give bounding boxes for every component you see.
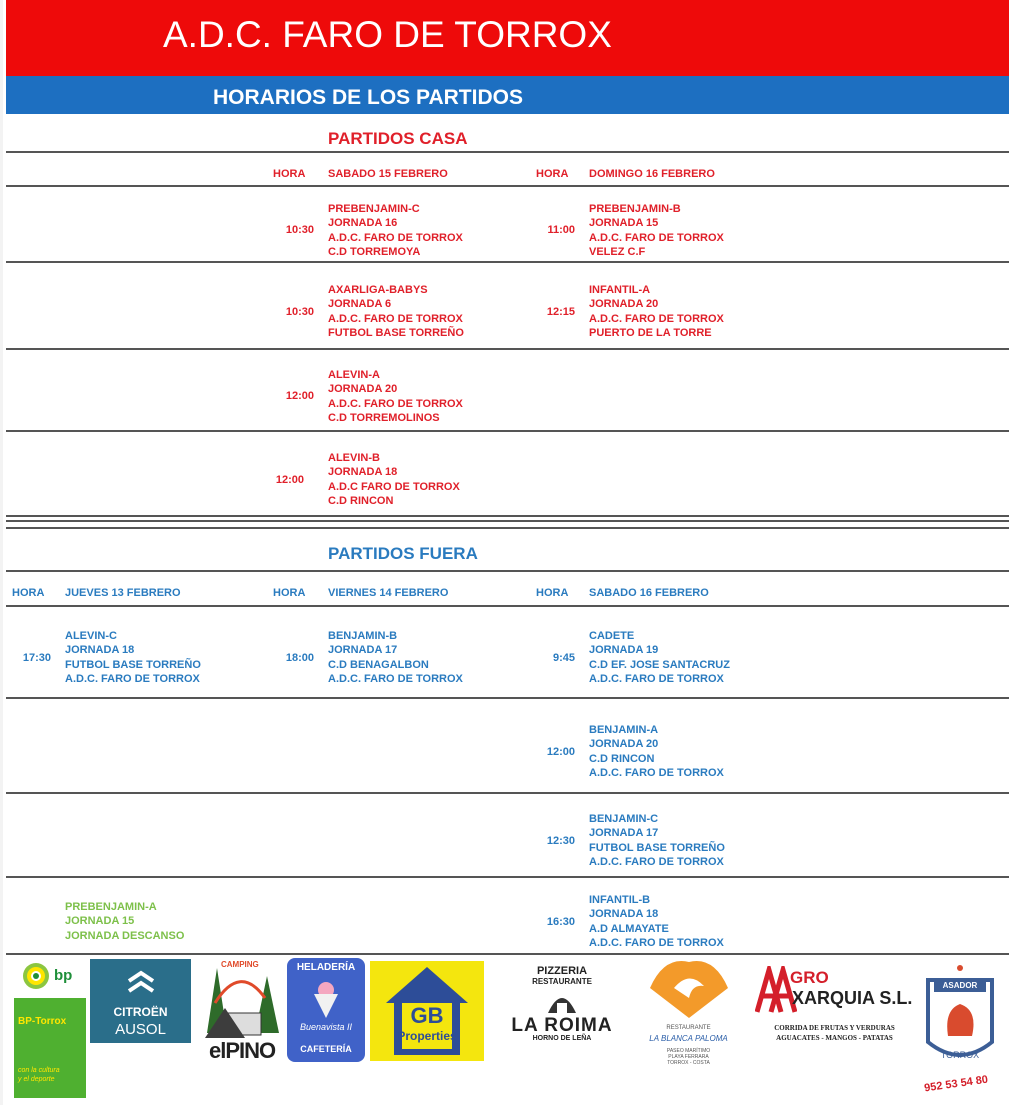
match-home-team: FUTBOL BASE TORREÑO bbox=[65, 658, 201, 671]
agro-l3: CORRIDA DE FRUTAS Y VERDURAS bbox=[774, 1024, 895, 1032]
match-time: 12:30 bbox=[546, 835, 575, 847]
home-day-header-2: DOMINGO 16 FEBRERO bbox=[589, 168, 715, 180]
bp-tagline-2: y el deporte bbox=[18, 1076, 55, 1083]
match-away-team: PUERTO DE LA TORRE bbox=[589, 326, 712, 339]
match-time: 9:45 bbox=[552, 652, 575, 664]
match-block bbox=[65, 629, 201, 686]
match-round: JORNADA 15 bbox=[589, 217, 659, 230]
match-category: ALEVIN-C bbox=[65, 630, 117, 642]
asador-phone: 952 53 54 80 bbox=[923, 1073, 989, 1095]
match-home-team: C.D RINCON bbox=[589, 752, 655, 765]
match-block bbox=[328, 368, 463, 425]
heladeria-mid: Buenavista II bbox=[299, 1022, 353, 1032]
match-away-team: C.D TORREMOLINOS bbox=[328, 411, 440, 424]
paloma-l3: PASEO MARÍTIMO bbox=[666, 1048, 711, 1054]
match-round: JORNADA 6 bbox=[328, 298, 392, 311]
match-time: 10:30 bbox=[285, 224, 314, 236]
match-away-team: C.D RINCON bbox=[328, 494, 394, 507]
match-home-team: C.D EF. JOSE SANTACRUZ bbox=[589, 658, 730, 671]
club-title: A.D.C. FARO DE TORROX bbox=[163, 14, 612, 55]
match-home-team: C.D BENAGALBON bbox=[328, 658, 429, 671]
match-category: PREBENJAMIN-B bbox=[589, 203, 681, 215]
bp-name: BP-Torrox bbox=[18, 1016, 67, 1027]
bp-helios-icon bbox=[14, 958, 86, 994]
match-block bbox=[589, 893, 724, 950]
agro-l4: AGUACATES - MANGOS - PATATAS bbox=[776, 1034, 893, 1042]
match-category: BENJAMIN-A bbox=[589, 724, 659, 736]
sponsor-heladeria bbox=[287, 958, 365, 1062]
divider bbox=[6, 527, 1009, 529]
match-category: ALEVIN-B bbox=[328, 452, 380, 464]
asador-name: TORROX bbox=[940, 1050, 980, 1060]
match-away-team: C.D TORREMOYA bbox=[328, 245, 421, 258]
match-round: JORNADA 16 bbox=[328, 217, 398, 230]
ice-cream-cup-icon bbox=[309, 980, 343, 1020]
match-category: CADETE bbox=[589, 630, 635, 642]
match-away-team: A.D.C. FARO DE TORROX bbox=[65, 672, 200, 685]
heladeria-bottom: CAFETERÍA bbox=[300, 1044, 352, 1054]
match-away-team: FUTBOL BASE TORREÑO bbox=[328, 326, 464, 339]
match-home-team: A.D.C. FARO DE TORROX bbox=[328, 397, 463, 410]
match-block bbox=[328, 202, 463, 259]
schedule-subtitle: HORARIOS DE LOS PARTIDOS bbox=[213, 86, 523, 109]
shell-dove-icon bbox=[644, 958, 734, 1020]
match-block bbox=[589, 283, 724, 340]
divider bbox=[6, 261, 1009, 263]
roima-l1: PIZZERIA bbox=[536, 965, 588, 977]
sponsor-bp bbox=[14, 958, 86, 1098]
divider bbox=[6, 520, 1009, 522]
bp-brand: bp bbox=[54, 967, 73, 984]
paloma-l1: RESTAURANTE bbox=[666, 1025, 711, 1031]
roima-name: LA ROIMA bbox=[511, 1015, 613, 1036]
match-time: 18:00 bbox=[285, 652, 314, 664]
match-time: 12:00 bbox=[285, 390, 314, 402]
match-round: JORNADA 20 bbox=[589, 298, 659, 311]
asador-top: ASADOR bbox=[942, 981, 978, 990]
sponsor-asador-torrox bbox=[918, 962, 1000, 1102]
heladeria-top: HELADERÍA bbox=[296, 962, 356, 973]
divider bbox=[6, 570, 1009, 572]
divider bbox=[6, 953, 1009, 955]
match-time: 12:15 bbox=[546, 306, 575, 318]
match-round: JORNADA 18 bbox=[65, 644, 135, 657]
pine-trees-icon bbox=[195, 958, 285, 1040]
away-hora-header-2: HORA bbox=[273, 587, 306, 599]
divider bbox=[6, 697, 1009, 699]
paloma-l2: LA BLANCA PALOMA bbox=[649, 1034, 728, 1043]
divider bbox=[6, 515, 1009, 517]
match-round: JORNADA 18 bbox=[328, 466, 398, 479]
match-time: 16:30 bbox=[546, 916, 575, 928]
divider bbox=[6, 348, 1009, 350]
match-away-team: A.D.C. FARO DE TORROX bbox=[589, 936, 724, 949]
match-round: JORNADA 20 bbox=[589, 738, 659, 751]
roima-sub: HORNO DE LEÑA bbox=[532, 1035, 592, 1042]
gb-properties: Properties bbox=[397, 1029, 457, 1043]
match-category: BENJAMIN-C bbox=[589, 813, 659, 825]
agro-l2: XARQUIA S.L. bbox=[792, 988, 913, 1008]
away-day-header-1: JUEVES 13 FEBRERO bbox=[65, 587, 181, 599]
citroen-chevrons-icon bbox=[126, 967, 156, 997]
match-round: JORNADA 17 bbox=[589, 827, 659, 840]
match-round: JORNADA 20 bbox=[328, 383, 398, 396]
citroen-dealer: AUSOL bbox=[115, 1021, 166, 1038]
match-round: JORNADA 17 bbox=[328, 644, 398, 657]
match-home-team: A.D.C. FARO DE TORROX bbox=[589, 231, 724, 244]
citroen-brand: CITROËN bbox=[113, 1005, 168, 1019]
match-block bbox=[589, 723, 724, 780]
bp-tagline bbox=[18, 1066, 60, 1084]
away-hora-header-1: HORA bbox=[12, 587, 45, 599]
match-time: 17:30 bbox=[22, 652, 51, 664]
bp-tagline-1: con la cultura bbox=[18, 1067, 60, 1074]
match-category: INFANTIL-A bbox=[589, 284, 651, 296]
match-round: JORNADA 15 bbox=[65, 915, 135, 928]
match-block bbox=[589, 629, 730, 686]
sponsor-citroen bbox=[90, 959, 191, 1043]
page-edge bbox=[0, 0, 3, 1105]
pino-name: elPINO bbox=[209, 1038, 276, 1063]
match-away-team: VELEZ C.F bbox=[589, 245, 646, 258]
rest-block bbox=[65, 900, 184, 943]
oven-icon bbox=[546, 987, 578, 1015]
sponsor-camping-el-pino bbox=[195, 958, 285, 1065]
match-away-team: A.D.C. FARO DE TORROX bbox=[589, 766, 724, 779]
home-hora-header-2: HORA bbox=[536, 168, 569, 180]
match-home-team: A.D.C. FARO DE TORROX bbox=[328, 231, 463, 244]
divider bbox=[6, 792, 1009, 794]
roima-l2: RESTAURANTE bbox=[532, 977, 592, 986]
match-category: PREBENJAMIN-A bbox=[65, 901, 157, 913]
match-block bbox=[589, 812, 725, 869]
match-home-team: A.D.C. FARO DE TORROX bbox=[328, 312, 463, 325]
match-category: BENJAMIN-B bbox=[328, 630, 398, 642]
agro-l1: GRO bbox=[790, 968, 829, 987]
home-day-header-1: SABADO 15 FEBRERO bbox=[328, 168, 448, 180]
gb-mark: GB bbox=[410, 1003, 444, 1028]
match-time: 10:30 bbox=[285, 306, 314, 318]
match-block bbox=[589, 202, 724, 259]
sponsor-gb-properties bbox=[370, 961, 484, 1061]
away-hora-header-3: HORA bbox=[536, 587, 569, 599]
home-section-title: PARTIDOS CASA bbox=[328, 129, 468, 148]
match-away-team: A.D.C. FARO DE TORROX bbox=[589, 855, 724, 868]
sponsor-agro-axarquia bbox=[752, 964, 917, 1046]
away-section-title: PARTIDOS FUERA bbox=[328, 544, 478, 563]
rest-note: JORNADA DESCANSO bbox=[65, 929, 185, 942]
match-category: PREBENJAMIN-C bbox=[328, 203, 420, 215]
match-block bbox=[328, 629, 463, 686]
divider bbox=[6, 430, 1009, 432]
match-time: 12:00 bbox=[275, 474, 304, 486]
match-block bbox=[328, 451, 460, 508]
match-away-team: A.D.C. FARO DE TORROX bbox=[328, 672, 463, 685]
divider bbox=[6, 185, 1009, 187]
away-day-header-3: SABADO 16 FEBRERO bbox=[589, 587, 709, 599]
match-home-team: A.D ALMAYATE bbox=[589, 922, 669, 935]
sponsor-la-roima bbox=[496, 963, 628, 1048]
match-time: 11:00 bbox=[547, 224, 575, 236]
match-category: INFANTIL-B bbox=[589, 894, 651, 906]
paloma-l4: PLAYA FERRARA bbox=[668, 1054, 709, 1060]
sponsor-la-blanca-paloma bbox=[640, 958, 737, 1073]
pino-top-label: CAMPING bbox=[221, 960, 259, 969]
divider bbox=[6, 605, 1009, 607]
match-category: AXARLIGA-BABYS bbox=[328, 284, 428, 296]
match-home-team: A.D.C. FARO DE TORROX bbox=[589, 312, 724, 325]
paloma-address bbox=[640, 1048, 737, 1066]
divider bbox=[6, 151, 1009, 153]
match-round: JORNADA 18 bbox=[589, 908, 659, 921]
match-block bbox=[328, 283, 464, 340]
away-day-header-2: VIERNES 14 FEBRERO bbox=[328, 587, 449, 599]
match-home-team: FUTBOL BASE TORREÑO bbox=[589, 841, 725, 854]
paloma-l5: TORROX - COSTA bbox=[667, 1060, 710, 1066]
match-home-team: A.D.C FARO DE TORROX bbox=[328, 480, 460, 493]
match-round: JORNADA 19 bbox=[589, 644, 659, 657]
match-time: 12:00 bbox=[546, 746, 575, 758]
home-hora-header-1: HORA bbox=[273, 168, 306, 180]
divider bbox=[6, 876, 1009, 878]
match-away-team: A.D.C. FARO DE TORROX bbox=[589, 672, 724, 685]
match-category: ALEVIN-A bbox=[328, 369, 380, 381]
